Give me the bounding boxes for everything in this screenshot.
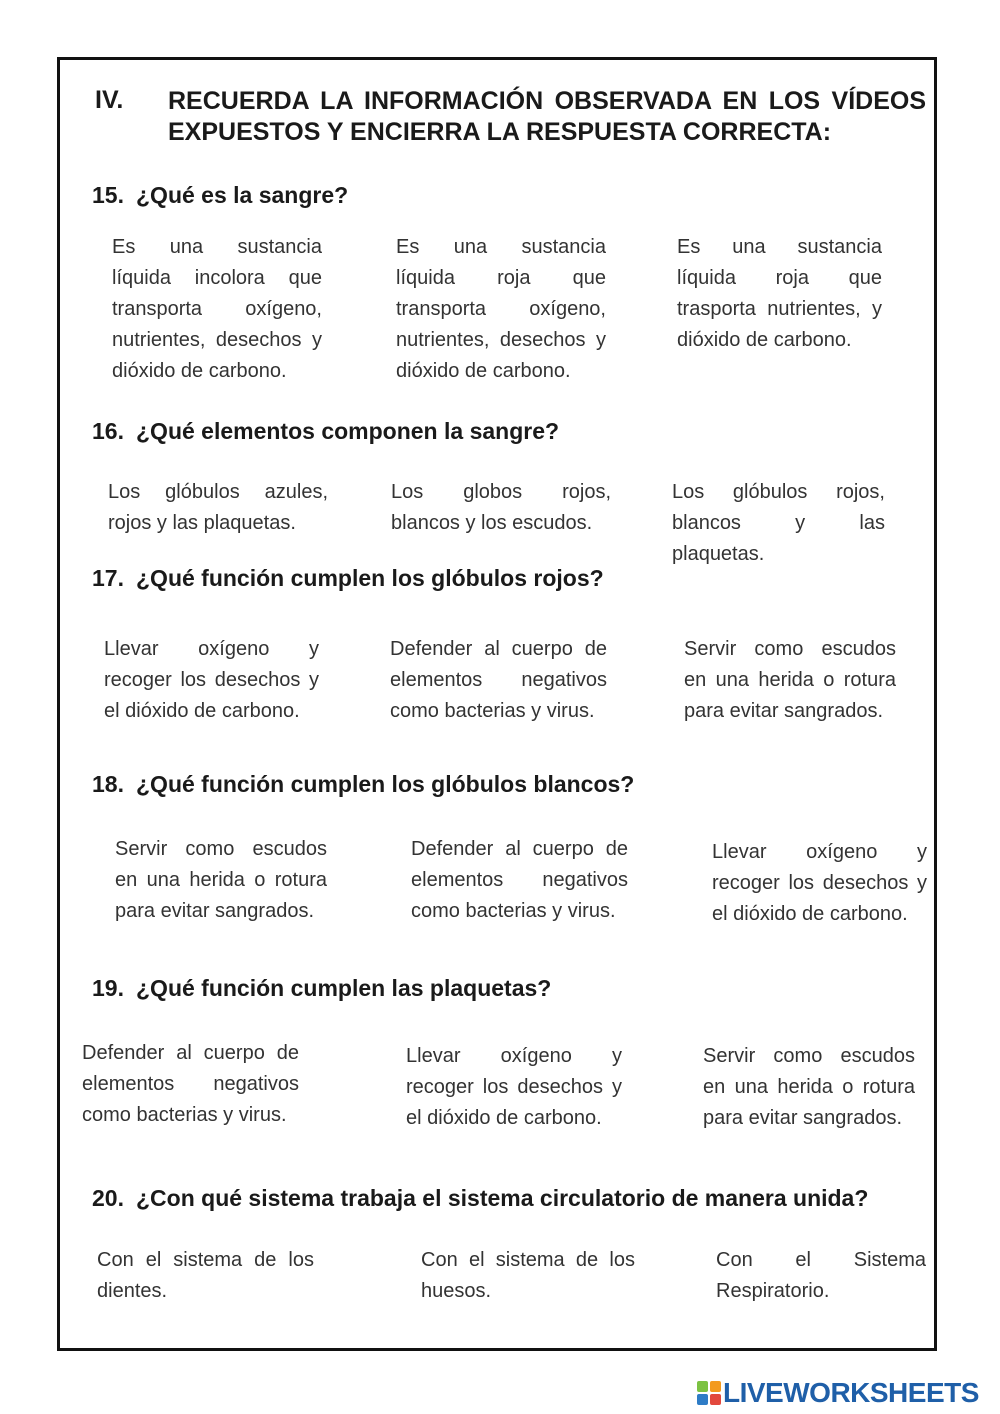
question-15 bbox=[92, 182, 348, 209]
answer-option-15c[interactable]: Es una sustancia líquida roja que trasporta nutrientes, y dióxido de carbono. bbox=[677, 236, 882, 351]
answer-option-19a[interactable]: Defender al cuerpo de elementos negativos como bacterias y virus. bbox=[82, 1042, 299, 1126]
question-20 bbox=[92, 1185, 868, 1212]
question-number: 18. bbox=[92, 771, 124, 797]
section-number: IV. bbox=[95, 86, 124, 114]
question-text: ¿Qué es la sangre? bbox=[136, 182, 349, 208]
answer-option-17a[interactable]: Llevar oxígeno y recoger los desechos y el dióxido de carbono. bbox=[104, 638, 319, 722]
question-17 bbox=[92, 565, 604, 592]
answer-option-20c[interactable]: Con el Sistema Respiratorio. bbox=[716, 1249, 926, 1302]
logo-tile-red bbox=[710, 1394, 721, 1405]
liveworksheets-logo bbox=[697, 1376, 979, 1410]
logo-tile-green bbox=[697, 1381, 708, 1392]
answer-option-19c[interactable]: Servir como escudos en una herida o rotura para evitar sangrados. bbox=[703, 1045, 915, 1129]
answer-option-18b[interactable]: Defender al cuerpo de elementos negativos como bacterias y virus. bbox=[411, 838, 628, 922]
answer-option-15a[interactable]: Es una sustancia líquida incolora que transporta oxígeno, nutrientes, desechos y dióxido de carbono. bbox=[112, 236, 322, 382]
answer-option-16a[interactable]: Los glóbulos azules, rojos y las plaquetas. bbox=[108, 481, 328, 534]
answer-option-20b[interactable]: Con el sistema de los huesos. bbox=[421, 1249, 635, 1302]
question-text: ¿Qué función cumplen los glóbulos blancos? bbox=[136, 771, 635, 797]
question-19 bbox=[92, 975, 551, 1002]
answer-option-19b[interactable]: Llevar oxígeno y recoger los desechos y el dióxido de carbono. bbox=[406, 1045, 622, 1129]
question-18 bbox=[92, 771, 634, 798]
question-16 bbox=[92, 418, 559, 445]
section-instructions: RECUERDA LA INFORMACIÓN OBSERVADA EN LOS VÍDEOS EXPUESTOS Y ENCIERRA LA RESPUESTA CORRECTA: bbox=[168, 87, 926, 146]
logo-text: LIVEWORKSHEETS bbox=[723, 1377, 979, 1408]
question-number: 15. bbox=[92, 182, 124, 208]
question-text: ¿Qué función cumplen los glóbulos rojos? bbox=[136, 565, 604, 591]
answer-option-18c[interactable]: Llevar oxígeno y recoger los desechos y el dióxido de carbono. bbox=[712, 841, 927, 925]
answer-option-18a[interactable]: Servir como escudos en una herida o rotura para evitar sangrados. bbox=[115, 838, 327, 922]
answer-option-16b[interactable]: Los globos rojos, blancos y los escudos. bbox=[391, 481, 611, 534]
logo-tile-blue bbox=[697, 1394, 708, 1405]
answer-option-20a[interactable]: Con el sistema de los dientes. bbox=[97, 1249, 314, 1302]
logo-tile-orange bbox=[710, 1381, 721, 1392]
question-number: 20. bbox=[92, 1185, 124, 1211]
question-text: ¿Con qué sistema trabaja el sistema circulatorio de manera unida? bbox=[136, 1185, 869, 1211]
answer-option-17c[interactable]: Servir como escudos en una herida o rotura para evitar sangrados. bbox=[684, 638, 896, 722]
question-number: 16. bbox=[92, 418, 124, 444]
answer-option-15b[interactable]: Es una sustancia líquida roja que transporta oxígeno, nutrientes, desechos y dióxido de carbono. bbox=[396, 236, 606, 382]
question-text: ¿Qué función cumplen las plaquetas? bbox=[136, 975, 552, 1001]
answer-option-17b[interactable]: Defender al cuerpo de elementos negativos como bacterias y virus. bbox=[390, 638, 607, 722]
question-text: ¿Qué elementos componen la sangre? bbox=[136, 418, 560, 444]
question-number: 17. bbox=[92, 565, 124, 591]
logo-mark-icon bbox=[697, 1381, 721, 1405]
question-number: 19. bbox=[92, 975, 124, 1001]
answer-option-16c[interactable]: Los glóbulos rojos, blancos y las plaquetas. bbox=[672, 481, 885, 565]
